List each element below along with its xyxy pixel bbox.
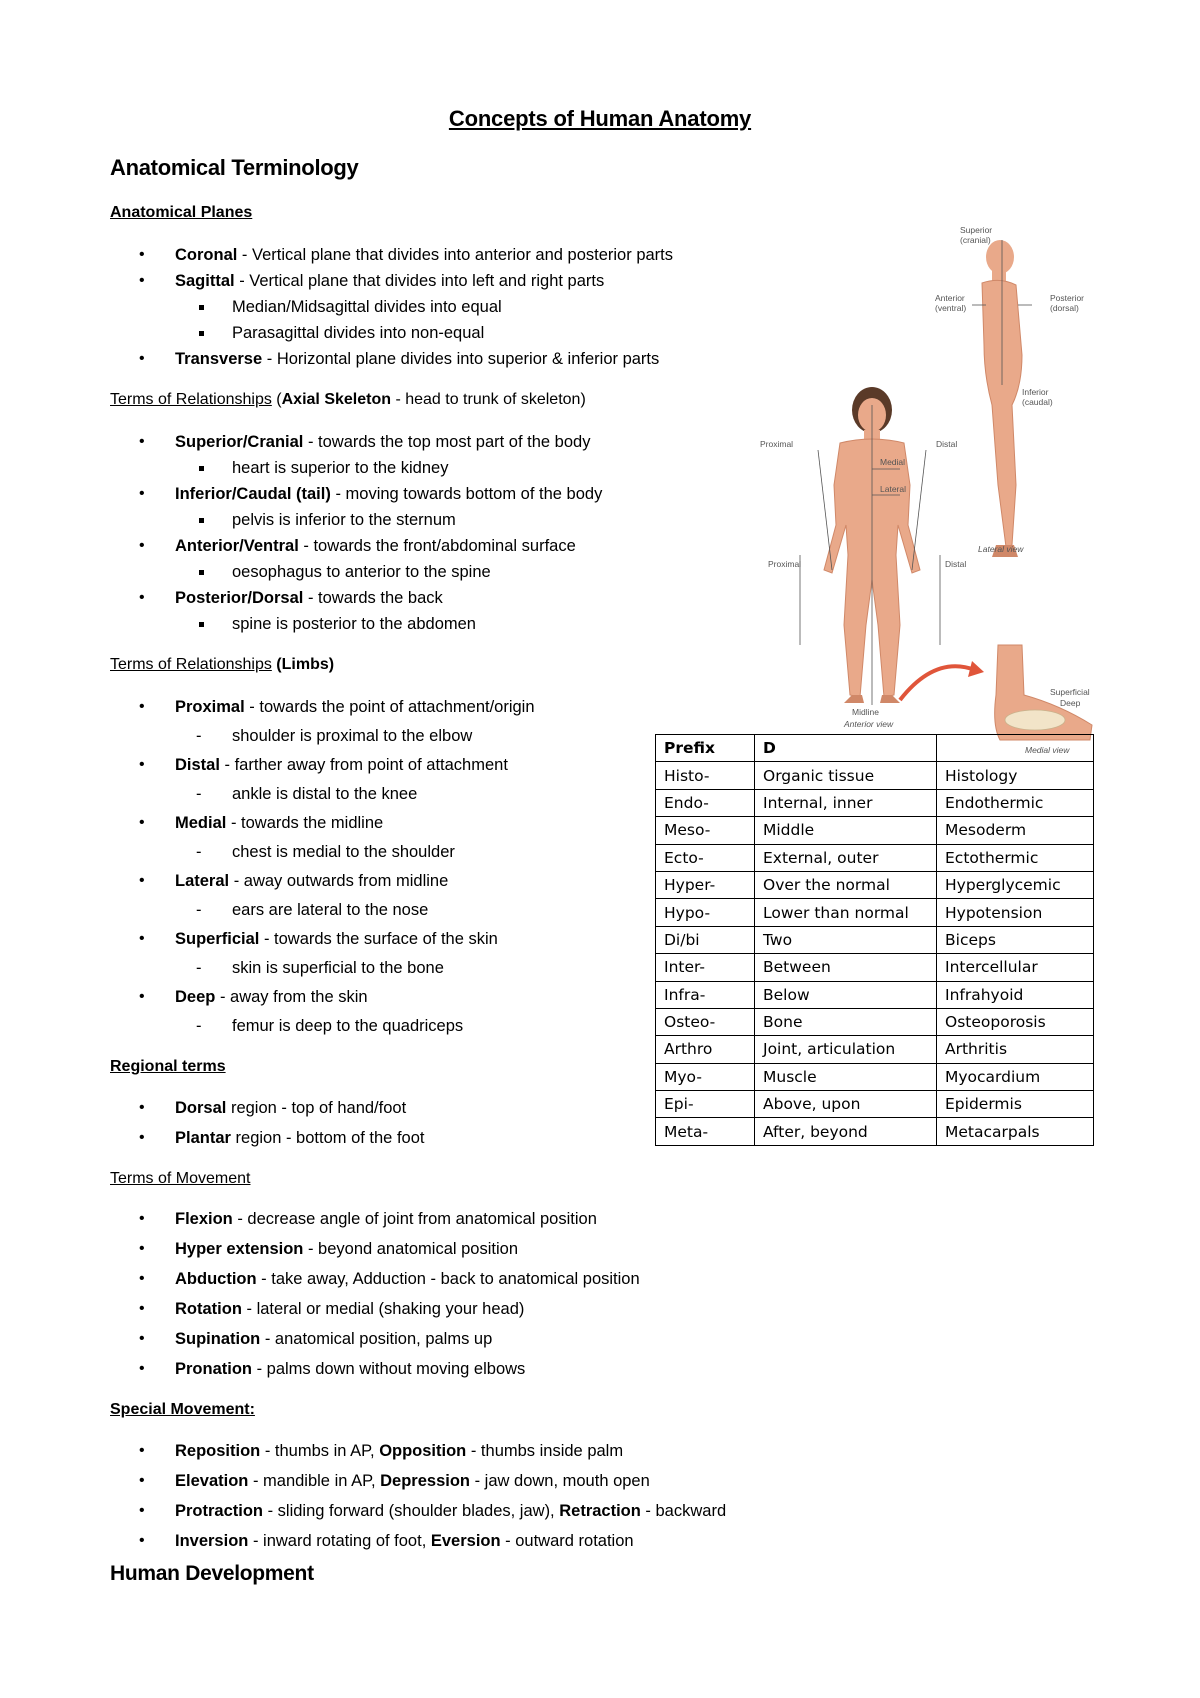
table-row: [656, 1063, 1094, 1090]
table-row: [656, 1091, 1094, 1118]
list-item-inferior: • Inferior/Caudal (tail) - moving towards bottom of the body: [175, 484, 602, 504]
label-distal-upper: Distal: [936, 439, 958, 449]
cell-meaning: Internal, inner: [755, 789, 937, 816]
list-item-plantar-region: • Plantar region - bottom of the foot: [175, 1128, 424, 1148]
label-lateral: Lateral: [880, 484, 906, 494]
table-row: [656, 762, 1094, 789]
cell-prefix: Hyper-: [656, 871, 755, 898]
table-row: [656, 899, 1094, 926]
list-item-rotation: • Rotation - lateral or medial (shaking your head): [175, 1299, 524, 1319]
cell-prefix: Histo-: [656, 762, 755, 789]
label-proximal-upper: Proximal: [760, 439, 794, 449]
column-header-definition: D: [755, 735, 937, 762]
cell-meaning: External, outer: [755, 844, 937, 871]
list-item-posterior: • Posterior/Dorsal - towards the back: [175, 588, 443, 608]
cell-example: Biceps: [937, 926, 1094, 953]
list-item-lateral: • Lateral - away outwards from midline: [175, 871, 448, 891]
list-item-inversion: • Inversion - inward rotating of foot, Eversion - outward rotation: [175, 1531, 634, 1551]
arrow-icon: [900, 666, 975, 700]
cell-example: Intercellular: [937, 954, 1094, 981]
label-posterior: Posterior: [1050, 293, 1085, 303]
list-item-protraction: • Protraction - sliding forward (shoulder blades, jaw), Retraction - backward: [175, 1501, 726, 1521]
cell-example: Endothermic: [937, 789, 1094, 816]
cell-example: Infrahyoid: [937, 981, 1094, 1008]
cell-prefix: Di/bi: [656, 926, 755, 953]
cell-prefix: Hypo-: [656, 899, 755, 926]
example-inferior: pelvis is inferior to the sternum: [232, 511, 456, 529]
cell-meaning: Below: [755, 981, 937, 1008]
example-superior: heart is superior to the kidney: [232, 459, 449, 477]
cell-meaning: Organic tissue: [755, 762, 937, 789]
prefix-table: [655, 734, 1094, 1146]
list-item-proximal: • Proximal - towards the point of attachment/origin: [175, 697, 535, 717]
label-deep: Deep: [1060, 698, 1081, 708]
sub-item-median: Median/Midsagittal divides into equal: [232, 298, 502, 316]
label-midline: Midline: [852, 707, 879, 717]
anterior-view-figure: [800, 387, 940, 705]
table-row: [656, 1118, 1094, 1145]
list-item-superior: • Superior/Cranial - towards the top most part of the body: [175, 432, 590, 452]
anatomy-directional-figure: [760, 225, 1095, 755]
table-row: [656, 954, 1094, 981]
label-ventral: (ventral): [935, 303, 967, 313]
cell-example: Hyperglycemic: [937, 871, 1094, 898]
cell-prefix: Ecto-: [656, 844, 755, 871]
list-item-elevation: • Elevation - mandible in AP, Depression - jaw down, mouth open: [175, 1471, 650, 1491]
table-row: [656, 817, 1094, 844]
cell-prefix: Inter-: [656, 954, 755, 981]
cell-example: Metacarpals: [937, 1118, 1094, 1145]
list-item-medial: • Medial - towards the midline: [175, 813, 383, 833]
cell-example: Ectothermic: [937, 844, 1094, 871]
cell-meaning: Joint, articulation: [755, 1036, 937, 1063]
list-item-flexion: • Flexion - decrease angle of joint from anatomical position: [175, 1209, 597, 1229]
example-medial: - chest is medial to the shoulder: [232, 842, 455, 862]
heading-anatomical-planes: Anatomical Planes: [110, 204, 253, 221]
cell-meaning: Muscle: [755, 1063, 937, 1090]
label-proximal-lower: Proximal: [768, 559, 802, 569]
list-item-transverse: • Transverse - Horizontal plane divides into superior & inferior parts: [175, 349, 659, 369]
list-item-coronal: • Coronal - Vertical plane that divides into anterior and posterior parts: [175, 245, 673, 265]
cell-example: Hypotension: [937, 899, 1094, 926]
list-item-distal: • Distal - farther away from point of attachment: [175, 755, 508, 775]
sub-item-parasagittal: Parasagittal divides into non-equal: [232, 324, 485, 342]
list-item-hyper-extension: • Hyper extension - beyond anatomical position: [175, 1239, 518, 1259]
table-row: [656, 1036, 1094, 1063]
column-header-prefix: Prefix: [656, 735, 755, 762]
example-anterior: oesophagus to anterior to the spine: [232, 563, 491, 581]
cell-example: Myocardium: [937, 1063, 1094, 1090]
label-superior: Superior: [960, 225, 993, 235]
example-lateral: - ears are lateral to the nose: [232, 900, 428, 920]
list-item-deep: • Deep - away from the skin: [175, 987, 368, 1007]
list-item-sagittal: • Sagittal - Vertical plane that divides into left and right parts: [175, 271, 604, 291]
heading-axial-relationships: Terms of Relationships (Axial Skeleton - head to trunk of skeleton): [110, 391, 586, 408]
label-lateral-view: Lateral view: [978, 544, 1024, 554]
cell-meaning: Two: [755, 926, 937, 953]
example-posterior: spine is posterior to the abdomen: [232, 615, 476, 633]
list-item-supination: • Supination - anatomical position, palms up: [175, 1329, 492, 1349]
cell-meaning: Middle: [755, 817, 937, 844]
cell-example: Epidermis: [937, 1091, 1094, 1118]
label-distal-lower: Distal: [945, 559, 967, 569]
heading-limb-relationships: Terms of Relationships (Limbs): [110, 656, 335, 673]
cell-example: Arthritis: [937, 1036, 1094, 1063]
table-row: [656, 844, 1094, 871]
table-row: [656, 981, 1094, 1008]
heading-human-development: Human Development: [110, 1562, 314, 1585]
list-item-reposition: • Reposition - thumbs in AP, Opposition - thumbs inside palm: [175, 1441, 623, 1461]
label-anterior: Anterior: [935, 293, 965, 303]
cell-example: Mesoderm: [937, 817, 1094, 844]
heading-terms-of-movement: Terms of Movement: [110, 1170, 251, 1187]
heading-anatomical-terminology: Anatomical Terminology: [110, 155, 359, 180]
label-anterior-view: Anterior view: [844, 719, 894, 729]
label-medial: Medial: [880, 457, 906, 467]
cell-example: Histology: [937, 762, 1094, 789]
cell-meaning: Lower than normal: [755, 899, 937, 926]
heading-special-movement: Special Movement:: [110, 1401, 255, 1418]
list-item-anterior: • Anterior/Ventral - towards the front/abdominal surface: [175, 536, 576, 556]
example-deep: - femur is deep to the quadriceps: [232, 1016, 463, 1036]
anatomy-illustration: [760, 225, 1095, 755]
table-header-row: [656, 735, 1094, 762]
list-item-pronation: • Pronation - palms down without moving elbows: [175, 1359, 525, 1379]
cell-meaning: After, beyond: [755, 1118, 937, 1145]
list-item-abduction: • Abduction - take away, Adduction - back to anatomical position: [175, 1269, 640, 1289]
example-distal: - ankle is distal to the knee: [232, 784, 417, 804]
table-row: [656, 871, 1094, 898]
cell-prefix: Osteo-: [656, 1008, 755, 1035]
cell-prefix: Epi-: [656, 1091, 755, 1118]
cell-meaning: Above, upon: [755, 1091, 937, 1118]
cell-prefix: Myo-: [656, 1063, 755, 1090]
cell-prefix: Arthro: [656, 1036, 755, 1063]
label-medial-view: Medial view: [1025, 745, 1070, 755]
example-proximal: - shoulder is proximal to the elbow: [232, 726, 472, 746]
label-cranial: (cranial): [960, 235, 991, 245]
heading-regional-terms: Regional terms: [110, 1058, 226, 1075]
table-row: [656, 1008, 1094, 1035]
cell-prefix: Infra-: [656, 981, 755, 1008]
label-dorsal: (dorsal): [1050, 303, 1079, 313]
cell-meaning: Bone: [755, 1008, 937, 1035]
page-title: Concepts of Human Anatomy: [448, 106, 752, 131]
label-superficial: Superficial: [1050, 687, 1090, 697]
column-header-example: [937, 735, 1094, 762]
cell-prefix: Endo-: [656, 789, 755, 816]
cell-prefix: Meso-: [656, 817, 755, 844]
cell-example: Osteoporosis: [937, 1008, 1094, 1035]
cell-meaning: Over the normal: [755, 871, 937, 898]
list-item-superficial: • Superficial - towards the surface of the skin: [175, 929, 498, 949]
example-superficial: - skin is superficial to the bone: [232, 958, 444, 978]
label-caudal: (caudal): [1022, 397, 1053, 407]
table-row: [656, 926, 1094, 953]
cell-prefix: Meta-: [656, 1118, 755, 1145]
list-item-dorsal-region: • Dorsal region - top of hand/foot: [175, 1098, 406, 1118]
label-inferior: Inferior: [1022, 387, 1049, 397]
table-row: [656, 789, 1094, 816]
cell-meaning: Between: [755, 954, 937, 981]
